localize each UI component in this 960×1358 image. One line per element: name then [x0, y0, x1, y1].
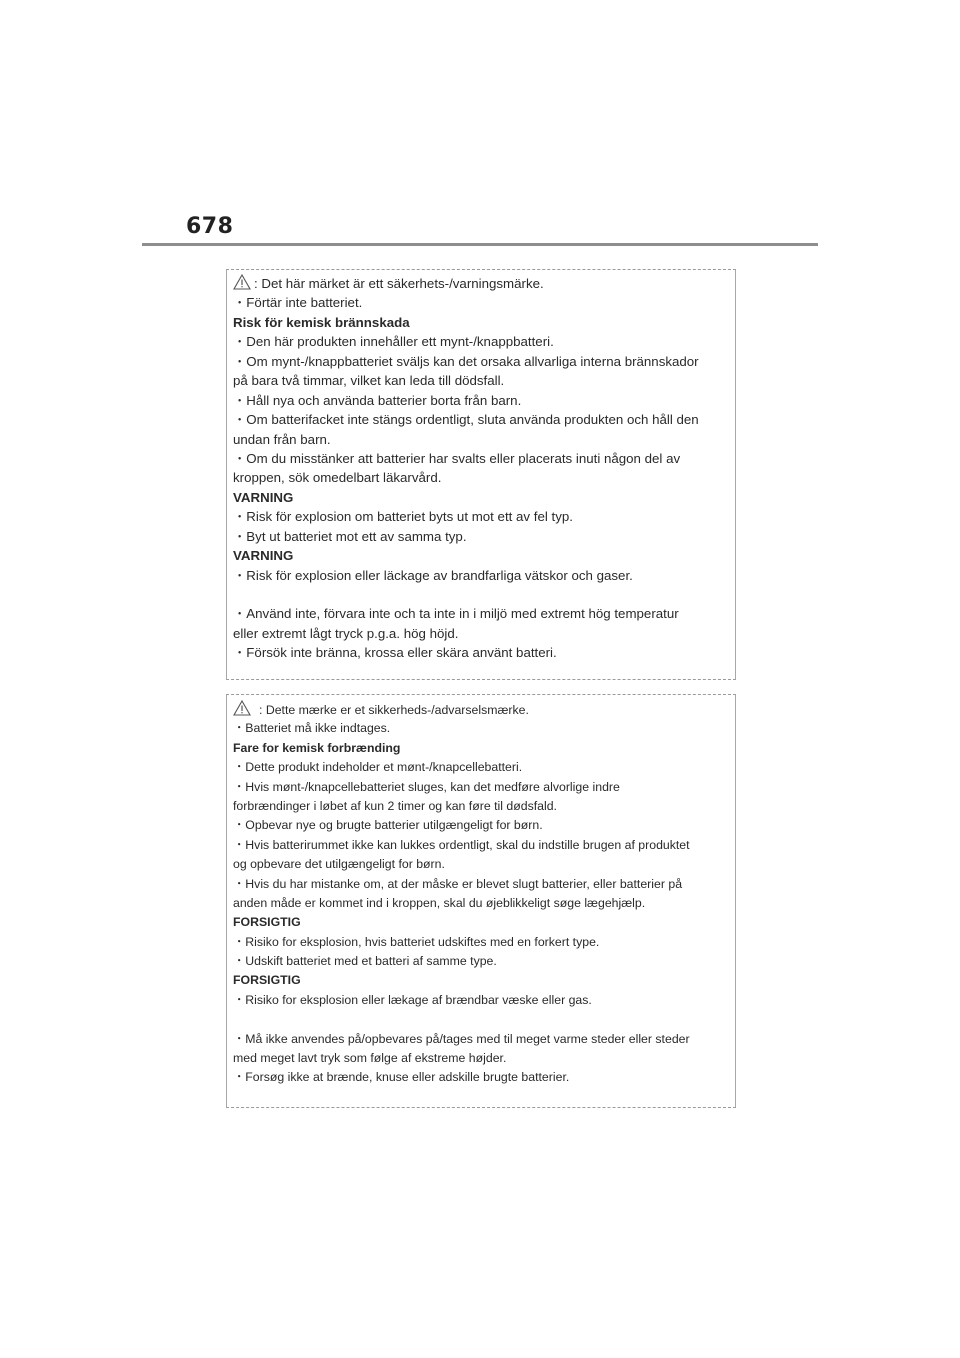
swedish-text-line	[233, 585, 735, 604]
swedish-text-line: ・Risk för explosion om batteriet byts ut mot ett av fel typ.	[233, 509, 573, 525]
danish-text-line: ・Batteriet må ikke indtages.	[233, 721, 391, 736]
danish-text-line: anden måde er kommet ind i kroppen, skal du øjeblikkeligt søge lægehjælp.	[233, 895, 646, 910]
danish-heading: FORSIGTIG	[233, 973, 301, 988]
danish-text-line: ・Hvis batterirummet ikke kan lukkes ordentligt, skal du indstille brugen af produktet	[233, 837, 690, 852]
danish-heading: FORSIGTIG	[233, 915, 301, 930]
danish-symbol-line	[233, 700, 735, 719]
swedish-text-line: ・Håll nya och använda batterier borta från barn.	[233, 392, 522, 408]
danish-text-line: ・Opbevar nye og brugte batterier utilgængeligt for børn.	[233, 818, 543, 833]
swedish-warning-box	[226, 269, 736, 680]
danish-text-lines	[233, 719, 735, 1087]
danish-text-line: ・Forsøg ikke at brænde, knuse eller adskille brugte batterier.	[233, 1070, 570, 1085]
swedish-text-line: ・Om mynt-/knappbatteriet sväljs kan det orsaka allvarliga interna brännskador	[233, 353, 699, 369]
danish-heading: Fare for kemisk forbrænding	[233, 740, 401, 755]
swedish-text-line: ・Byt ut batteriet mot ett av samma typ.	[233, 528, 467, 544]
swedish-text-line: eller extremt lågt tryck p.g.a. hög höjd.	[233, 625, 459, 641]
swedish-text-line: ・Förtär inte batteriet.	[233, 295, 363, 311]
page-number: 678	[186, 214, 234, 239]
swedish-heading: Risk för kemisk brännskada	[233, 314, 410, 330]
swedish-text-line: ・Risk för explosion eller läckage av brandfarliga vätskor och gaser.	[233, 567, 633, 583]
danish-text-line: med meget lavt tryk som følge af ekstreme højder.	[233, 1051, 507, 1066]
danish-text-line	[233, 1010, 735, 1029]
danish-text-line: ・Hvis mønt-/knapcellebatteriet sluges, kan det medføre alvorlige indre	[233, 779, 620, 794]
danish-text-line: ・Risiko for eksplosion, hvis batteriet udskiftes med en forkert type.	[233, 934, 600, 949]
swedish-text-line: ・Den här produkten innehåller ett mynt-/knappbatteri.	[233, 334, 554, 350]
danish-text-line: forbrændinger i løbet af kun 2 timer og kan føre til dødsfald.	[233, 798, 557, 813]
danish-text-line: ・Dette produkt indeholder et mønt-/knapcellebatteri.	[233, 760, 523, 775]
danish-text-line: og opbevare det utilgængeligt for børn.	[233, 857, 445, 872]
swedish-text-line: ・Om batterifacket inte stängs ordentligt, sluta använda produkten och håll den	[233, 412, 699, 428]
danish-text-line: ・Risiko for eksplosion eller lækage af brændbar væske eller gas.	[233, 992, 592, 1007]
danish-symbol-text: : Dette mærke er et sikkerheds-/advarselsmærke.	[259, 703, 529, 717]
danish-warning-box	[226, 694, 736, 1108]
swedish-text-line: ・Om du misstänker att batterier har svalts eller placerats inuti någon del av	[233, 450, 681, 466]
danish-text-line: ・Hvis du har mistanke om, at der måske er blevet slugt batterier, eller batterier på	[233, 876, 683, 891]
swedish-symbol-line	[233, 274, 735, 293]
swedish-text-line: ・Försök inte bränna, krossa eller skära använt batteri.	[233, 645, 557, 661]
swedish-symbol-text: : Det här märket är ett säkerhets-/varningsmärke.	[254, 276, 544, 291]
swedish-text-line: ・Använd inte, förvara inte och ta inte in i miljö med extremt hög temperatur	[233, 606, 679, 622]
swedish-text-line: kroppen, sök omedelbart läkarvård.	[233, 470, 442, 486]
swedish-text-line: undan från barn.	[233, 431, 331, 447]
header-rule	[142, 243, 818, 246]
danish-text-line: ・Må ikke anvendes på/opbevares på/tages med til meget varme steder eller steder	[233, 1031, 690, 1046]
danish-text-line: ・Udskift batteriet med et batteri af samme type.	[233, 954, 497, 969]
swedish-heading: VARNING	[233, 489, 294, 505]
swedish-text-lines	[233, 293, 735, 662]
swedish-heading: VARNING	[233, 548, 294, 564]
warning-triangle-icon	[233, 274, 251, 295]
swedish-text-line: på bara två timmar, vilket kan leda till dödsfall.	[233, 373, 505, 389]
